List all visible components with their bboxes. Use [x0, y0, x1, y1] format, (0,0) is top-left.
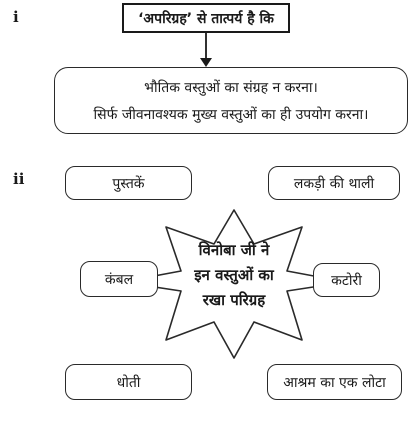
item-box-bowl [313, 263, 380, 297]
meaning-line-2: सिर्फ जीवनावश्यक मुख्य वस्तुओं का ही उपयोग करना। [93, 106, 369, 123]
item-blanket-text: कंबल [104, 271, 134, 288]
item-lota-text: आश्रम का एक लोटा [283, 374, 386, 391]
item-plate-text: लकड़ी की थाली [293, 175, 375, 192]
center-line-2: इन वस्तुओं का [194, 266, 274, 284]
meaning-line-1: भौतिक वस्तुओं का संग्रह न करना। [144, 79, 318, 96]
title-text: ‘अपरिग्रह’ से तात्पर्य है कि [138, 10, 274, 27]
item-box-blanket [80, 261, 158, 297]
center-line-1: विनोबा जी ने [198, 241, 270, 259]
item-books-text: पुस्तकें [112, 175, 145, 192]
item-bowl-text: कटोरी [331, 272, 362, 289]
arrow-head [200, 58, 212, 67]
section-label-i: i [13, 8, 19, 26]
item-box-books [65, 166, 192, 200]
item-box-dhoti [65, 364, 192, 400]
item-dhoti-text: धोती [116, 374, 141, 391]
item-box-plate [268, 166, 400, 200]
star-center-text [170, 238, 298, 313]
section-label-ii: ii [13, 170, 25, 188]
item-box-lota [267, 364, 402, 400]
center-line-3: रखा परिग्रह [202, 291, 266, 309]
meaning-box [54, 67, 408, 134]
